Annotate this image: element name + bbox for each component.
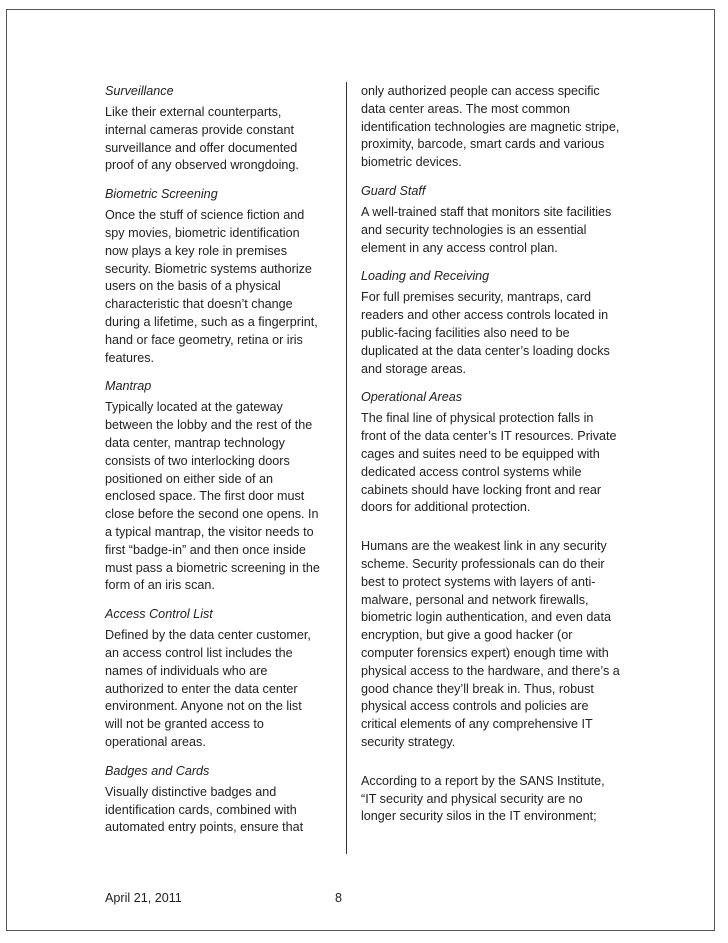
section-operational-areas [361,389,621,517]
section-heading: Mantrap [105,379,152,394]
section-heading: Biometric Screening [105,187,218,202]
left-column [105,83,320,848]
section-heading: Loading and Receiving [361,269,490,284]
footer-date: April 21, 2011 [105,891,182,905]
section-heading: Operational Areas [361,390,463,405]
page-number: 8 [335,891,343,905]
section-text: For full premises security, mantraps, card readers and other access controls located in public-facing facilities also need to be duplicated at the data center’s loading docks and storage areas. [361,290,610,376]
section-text: The final line of physical protection falls in front of the data center’s IT resources. Private cages and suites need to be equipped with dedicated access control systems while cabinets should have locking front and rear doors for additional protection. [361,411,617,515]
section-badges-and-cards [105,763,320,837]
sans-institute-paragraph: According to a report by the SANS Institute, “IT security and physical security are no longer security silos in the IT environment; [361,773,605,824]
section-biometric-screening [105,186,320,367]
paragraph-gap [361,763,621,773]
section-mantrap [105,378,320,595]
section-text: A well-trained staff that monitors site facilities and security technologies is an essential element in any access control plan. [361,204,612,255]
section-surveillance [105,83,320,175]
right-column [361,83,621,837]
section-text: Defined by the data center customer, an access control list includes the names of individuals who are authorized to enter the data center environment. Anyone not on the list will not be granted access to operational areas. [105,628,311,749]
section-access-control-list [105,606,320,752]
continuation-text: only authorized people can access specific data center areas. The most common identification technologies are magnetic stripe, proximity, barcode, smart cards and various biometric devices. [361,84,620,170]
section-text: Visually distinctive badges and identification cards, combined with automated entry points, ensure that [105,784,304,835]
section-heading: Guard Staff [361,183,426,198]
section-heading: Badges and Cards [105,763,210,778]
section-heading: Surveillance [105,84,174,98]
section-text: Once the stuff of science fiction and spy movies, biometric identification now plays a key role in premises security. Biometric systems authorize users on the basis of a physical characteristic that doesn’t change during a lifetime, such as a fingerprint, hand or face geometry, retina or iris features. [105,208,318,365]
section-heading: Access Control List [105,607,213,622]
section-text: Like their external counterparts, internal cameras provide constant surveillance and offer documented proof of any observed wrongdoing. [105,105,299,173]
section-loading-and-receiving [361,268,621,378]
weakest-link-paragraph: Humans are the weakest link in any security scheme. Security professionals can do their best to protect systems with layers of anti-malware, personal and network firewalls, biometric login authentication, and even data encryption, but give a good hacker (or computer forensics expert) enough time with physical access to the hardware, and there’s a good chance they’ll break in. Thus, robust physical access controls and policies are critical elements of any comprehensive IT security strategy. [361,539,620,749]
paragraph-gap [361,528,621,538]
section-text: Typically located at the gateway between the lobby and the rest of the data center, mantrap technology consists of two interlocking doors positioned on either side of an enclosed space. The first door must close before the second one opens. In a typical mantrap, the visitor needs to first “badge-in” and then once inside must pass a biometric screening in the form of an iris scan. [105,400,320,593]
section-guard-staff [361,183,621,257]
column-divider [346,82,347,854]
